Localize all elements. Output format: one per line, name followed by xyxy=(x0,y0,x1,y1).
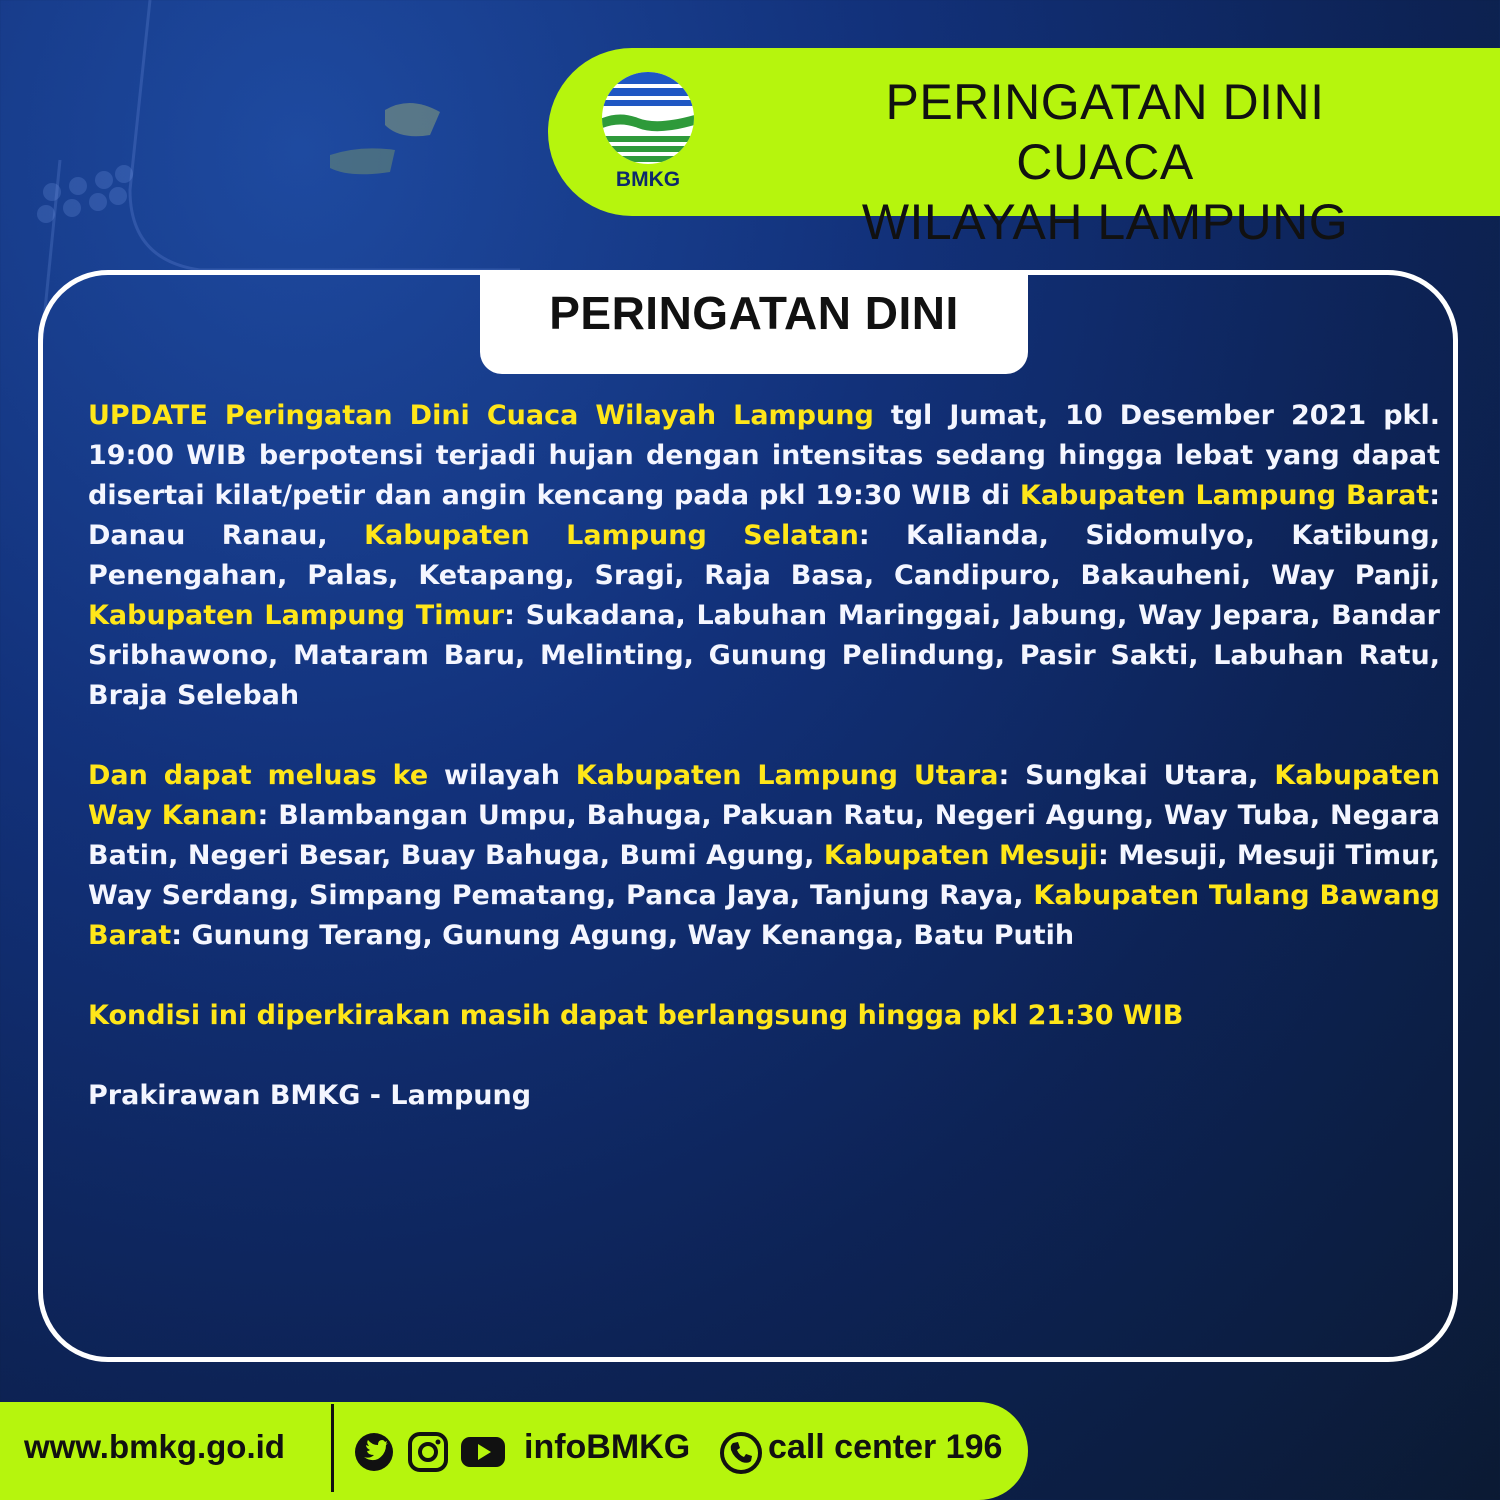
header-title-line2: WILAYAH LAMPUNG xyxy=(861,194,1349,250)
warning-text-segment: : Sukadana, Labuhan Maringgai, Jabung, Way Jepara, Bandar Sribhawono, Mataram Baru, Melinting, Gunung Pelindung, Pasir Sakti, Labuhan Ratu, Braja Selebah xyxy=(88,600,1440,711)
warning-text-segment: : Kalianda, Sidomulyo, Katibung, Penengahan, Palas, Ketapang, Sragi, Raja Basa, Candipuro, Bakauheni, Way Panji, xyxy=(88,520,1440,591)
warning-paragraph-1 xyxy=(88,396,1440,716)
social-handle[interactable]: infoBMKG xyxy=(524,1428,691,1466)
bmkg-logo xyxy=(598,70,698,195)
warning-text-segment: : Sungkai Utara, xyxy=(998,760,1275,791)
twitter-icon[interactable] xyxy=(354,1432,394,1472)
panel-title: PERINGATAN DINI xyxy=(549,287,959,339)
highlighted-region-text: Kabupaten Lampung Utara xyxy=(575,760,999,791)
highlighted-region-text: Dan dapat meluas ke xyxy=(88,760,429,791)
highlighted-region-text: Kabupaten Lampung Timur xyxy=(88,600,505,631)
website-link[interactable]: www.bmkg.go.id xyxy=(24,1428,285,1465)
youtube-icon[interactable] xyxy=(460,1432,506,1472)
header-title-line1: PERINGATAN DINI CUACA xyxy=(885,74,1325,190)
condition-text: Kondisi ini diperkirakan masih dapat berlangsung hingga pkl 21:30 WIB xyxy=(88,1000,1184,1031)
warning-text-segment: : Danau Ranau, xyxy=(88,480,1441,551)
warning-text-segment: wilayah xyxy=(428,760,576,791)
highlighted-region-text: Kabupaten Lampung Selatan xyxy=(364,520,859,551)
warning-paragraph-2 xyxy=(88,756,1440,956)
warning-text-segment: : Mesuji, Mesuji Timur, Way Serdang, Simpang Pematang, Panca Jaya, Tanjung Raya, xyxy=(88,840,1440,911)
highlighted-region-text: Kabupaten Tulang Bawang Barat xyxy=(88,880,1441,951)
highlighted-region-text: Kabupaten Lampung Barat xyxy=(1019,480,1430,511)
call-center-link[interactable]: call center 196 xyxy=(768,1428,1003,1466)
highlighted-region-text: Kabupaten Mesuji xyxy=(823,840,1098,871)
warning-text-segment: : Blambangan Umpu, Bahuga, Pakuan Ratu, Negeri Agung, Way Tuba, Negara Batin, Negeri Besar, Buay Bahuga, Bumi Agung, xyxy=(88,800,1441,871)
warning-text xyxy=(88,396,1440,1156)
highlighted-region-text: Kabupaten Way Kanan xyxy=(88,760,1440,831)
signature-text: Prakirawan BMKG - Lampung xyxy=(88,1080,532,1111)
bmkg-logo-icon xyxy=(598,70,698,166)
footer-divider xyxy=(331,1404,334,1492)
warning-text-segment: : Gunung Terang, Gunung Agung, Way Kenanga, Batu Putih xyxy=(171,920,1075,951)
instagram-icon[interactable] xyxy=(408,1432,448,1472)
highlighted-region-text: UPDATE Peringatan Dini Cuaca Wilayah Lampung xyxy=(88,400,874,431)
logo-text: BMKG xyxy=(615,168,681,191)
phone-icon xyxy=(720,1432,762,1474)
header-title xyxy=(790,72,1420,252)
warning-text-segment: tgl Jumat, 10 Desember 2021 pkl. 19:00 WIB berpotensi terjadi hujan dengan intensitas sedang hingga lebat yang dapat disertai kilat/petir dan angin kencang pada pkl 19:30 WIB di xyxy=(88,400,1440,511)
